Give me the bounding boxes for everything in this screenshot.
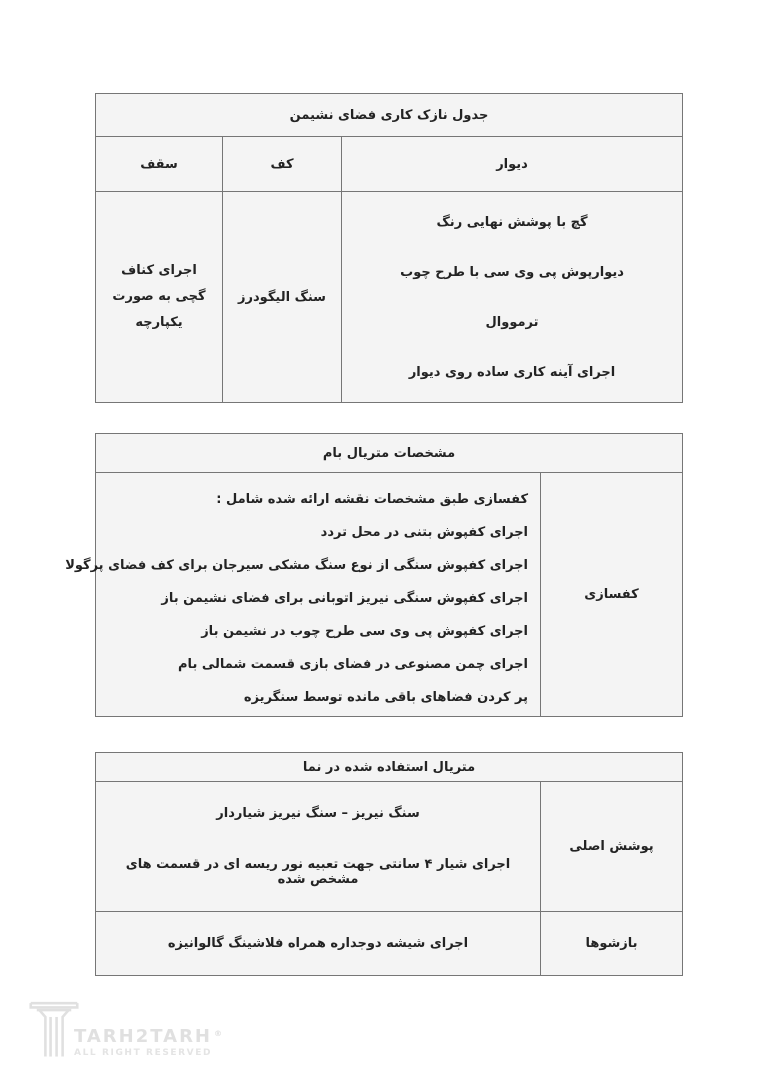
flooring-spec-line: اجرای کفپوش سنگی از نوع سنگ مشکی سیرجان برای کف فضای پرگولا bbox=[65, 557, 529, 573]
main-cladding-spec-cell bbox=[96, 782, 541, 912]
main-cladding-line: اجرای شیار ۴ سانتی جهت تعبیه نور ریسه ای در قسمت های مشخص شده bbox=[125, 857, 511, 888]
flooring-spec-line: اجرای کفپوش پی وی سی طرح چوب در نشیمن باز bbox=[201, 623, 529, 639]
flooring-spec-line: اجرای چمن مصنوعی در فضای بازی قسمت شمالی بام bbox=[178, 656, 529, 672]
openings-spec-line: اجرای شیشه دوجداره همراه فلاشینگ گالوانیزه bbox=[167, 936, 469, 951]
floor-spec-cell bbox=[223, 192, 342, 403]
logo-text bbox=[74, 1028, 224, 1058]
floor-spec-line: سنگ الیگودرز bbox=[238, 289, 326, 305]
flooring-spec-line: اجرای کفپوش بتنی در محل تردد bbox=[320, 524, 529, 540]
flooring-spec-line: کفسازی طبق مشخصات نقشه ارائه شده شامل : bbox=[216, 491, 529, 507]
wall-spec-line: گچ با پوشش نهایی رنگ bbox=[436, 214, 588, 230]
main-cladding-line: سنگ نیریز – سنگ نیریز شیاردار bbox=[216, 805, 420, 821]
registered-mark: ® bbox=[214, 1029, 224, 1038]
ceiling-spec-line: اجرای کناف گچی به صورت یکپارچه bbox=[112, 263, 206, 330]
facade-material-table bbox=[95, 752, 683, 976]
wall-spec-line: اجرای آینه کاری ساده روی دیوار bbox=[408, 364, 616, 380]
ceiling-spec-cell bbox=[96, 192, 223, 403]
wall-spec-line: دیوارپوش پی وی سی با طرح چوب bbox=[400, 264, 624, 280]
flooring-spec-cell bbox=[65, 473, 541, 717]
tarh2tarh-logo bbox=[28, 998, 224, 1060]
flooring-spec-line: اجرای کفپوش سنگی نیریز اتوبانی برای فضای نشیمن باز bbox=[161, 590, 529, 606]
living-space-finishing-table bbox=[95, 93, 683, 403]
flooring-spec-line: پر کردن فضاهای باقی مانده توسط سنگریزه bbox=[243, 689, 529, 705]
logo-tagline: ALL RIGHT RESERVED bbox=[74, 1048, 213, 1058]
column-header-ceiling: سقف bbox=[96, 137, 223, 192]
roof-material-table bbox=[65, 433, 683, 717]
table1-title: جدول نازک کاری فضای نشیمن bbox=[96, 94, 683, 137]
logo-brand: TARH2TARH bbox=[74, 1026, 212, 1047]
column-header-floor: کف bbox=[223, 137, 342, 192]
row-label-main-cladding: پوشش اصلی bbox=[541, 782, 683, 912]
wall-spec-cell bbox=[342, 192, 683, 403]
table2-title: مشخصات متریال بام bbox=[96, 434, 683, 473]
column-header-wall: دیوار bbox=[342, 137, 683, 192]
openings-spec-cell bbox=[96, 912, 541, 976]
table3-title: متریال استفاده شده در نما bbox=[96, 753, 683, 782]
row-label-openings: بازشوها bbox=[541, 912, 683, 976]
wall-spec-line: ترمووال bbox=[485, 314, 539, 330]
row-label-flooring: کفسازی bbox=[541, 473, 683, 717]
column-icon bbox=[28, 998, 80, 1060]
